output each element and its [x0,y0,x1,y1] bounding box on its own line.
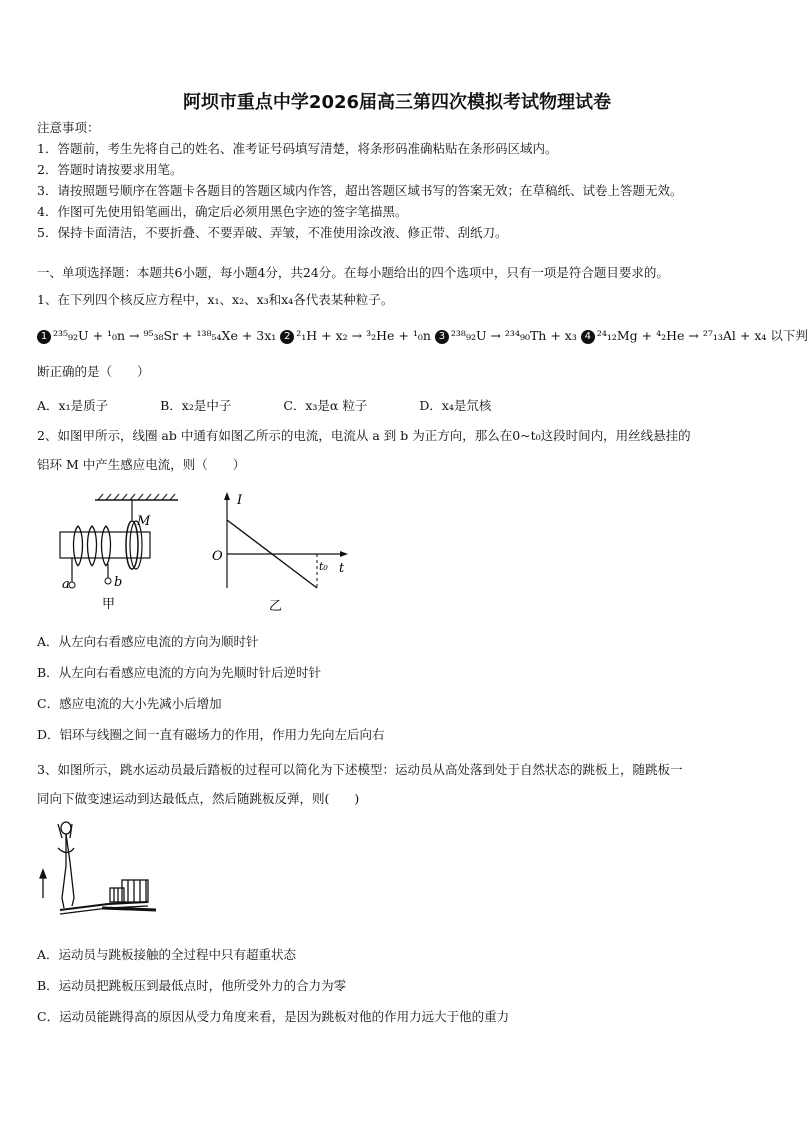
q1-option-b: B．x₂是中子 [160,398,232,413]
axis-label-I: I [237,493,243,508]
q1-option-c: C．x₃是α 粒子 [283,398,368,413]
eq4-number: 4 [581,330,595,344]
label-a: a [62,577,70,592]
section-heading: 一、单项选择题：本题共6小题，每小题4分，共24分。在每小题给出的四个选项中，只有一项是符合题目要求的。 [37,265,669,280]
eq2: ²₁H + x₂ → ³₂He + ¹₀n [296,328,431,343]
coil-figure [50,488,190,616]
q3-option-c: C．运动员能跳得高的原因从受力角度来看，是因为跳板对他的作用力远大于他的重力 [37,1009,510,1024]
label-M: M [137,514,151,529]
eq3: ²³⁸₉₂U → ²³⁴₉₀Th + x₃ [450,328,577,343]
notice-item-4: 4．作图可先使用铅笔画出，确定后必须用黑色字迹的签字笔描黑。 [37,204,408,219]
q3-option-a: A．运动员与跳板接触的全过程中只有超重状态 [37,947,297,962]
q2-option-c: C．感应电流的大小先减小后增加 [37,696,222,711]
axis-label-t: t [339,561,345,576]
eq3-number: 3 [435,330,449,344]
q1-option-d: D．x₄是氘核 [419,398,492,413]
q3-stem-line1: 3、如图所示，跳水运动员最后踏板的过程可以简化为下述模型：运动员从高处落到处于自然状态的跳板上，随跳板一 [37,762,683,777]
eq2-number: 2 [280,330,294,344]
label-b: b [114,575,123,590]
figure-yi-caption: 乙 [269,599,283,614]
q1-option-a: A．x₁是质子 [37,398,109,413]
notice-item-5: 5．保持卡面清洁，不要折叠、不要弄破、弄皱，不准使用涂改液、修正带、刮纸刀。 [37,225,508,240]
q2-option-b: B．从左向右看感应电流的方向为先顺时针后逆时针 [37,665,322,680]
eq4: ²⁴₁₂Mg + ⁴₂He → ²⁷₁₃Al + x₄ [596,328,767,343]
eq1-number: 1 [37,330,51,344]
notice-item-2: 2．答题时请按要求用笔。 [37,162,183,177]
page-title: 阿坝市重点中学2026届高三第四次模拟考试物理试卷 [182,92,612,113]
q1-equations [37,326,808,344]
q1-continuation: 断正确的是（ ） [37,364,150,379]
notice-item-3: 3．请按照题号顺序在答题卡各题目的答题区域内作答，超出答题区域书写的答案无效；在草稿纸、试卷上答题无效。 [37,183,683,198]
origin-label: O [212,549,223,564]
q3-stem-line2: 同向下做变速运动到达最低点，然后随跳板反弹，则( ) [37,791,360,806]
eq1: ²³⁵₉₂U + ¹₀n → ⁹⁵₃₈Sr + ¹³⁸₅₄Xe + 3x₁ [53,328,277,343]
q2-option-a: A．从左向右看感应电流的方向为顺时针 [37,634,259,649]
q3-option-b: B．运动员把跳板压到最低点时，他所受外力的合力为零 [37,978,347,993]
q1-stem: 1、在下列四个核反应方程中，x₁、x₂、x₃和x₄各代表某种粒子。 [37,292,394,307]
eq-tail: 以下判 [770,328,808,343]
notice-heading: 注意事项： [37,120,100,135]
q1-options [37,396,757,414]
q2-stem-line2: 铝环 M 中产生感应电流，则（ ） [37,457,246,472]
figure-jia-caption: 甲 [102,597,116,612]
diver-figure [38,818,163,918]
q2-option-d: D．铝环与线圈之间一直有磁场力的作用，作用力先向左后向右 [37,727,385,742]
current-graph [205,490,355,618]
label-t0: t₀ [319,560,328,573]
q2-stem-line1: 2、如图甲所示，线圈 ab 中通有如图乙所示的电流，电流从 a 到 b 为正方向，那么在0~t₀这段时间内，用丝线悬挂的 [37,428,691,443]
notice-item-1: 1．答题前，考生先将自己的姓名、准考证号码填写清楚，将条形码准确粘贴在条形码区域内。 [37,141,558,156]
